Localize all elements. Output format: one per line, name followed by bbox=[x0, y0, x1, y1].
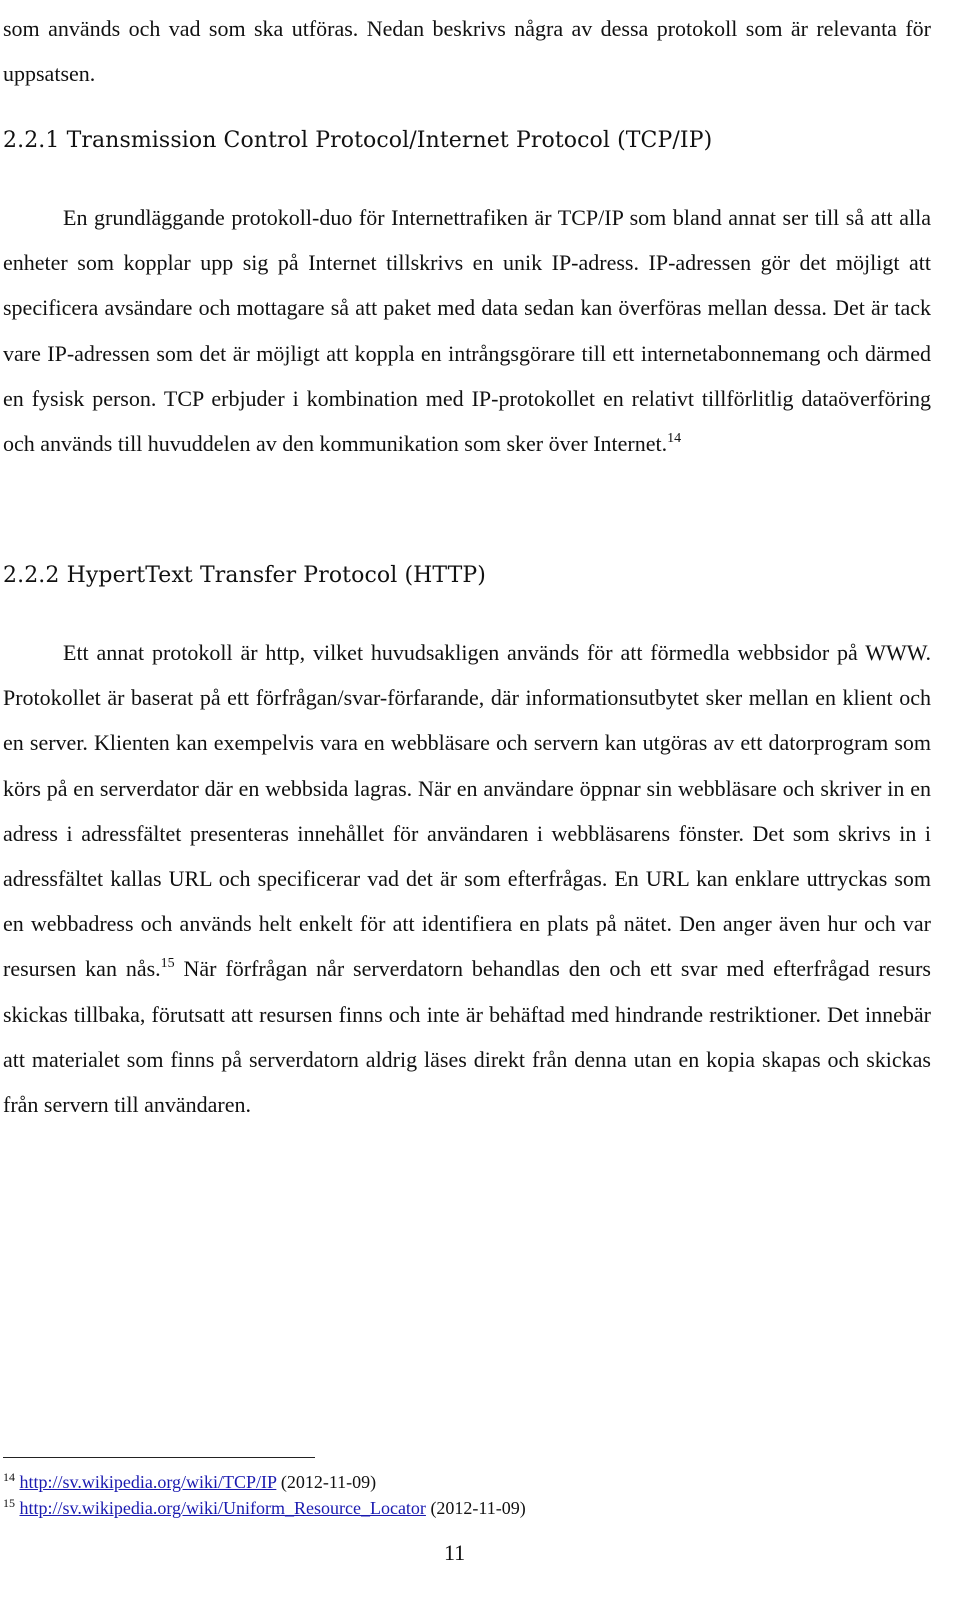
footnote-14 bbox=[3, 1472, 376, 1493]
footnote-date: (2012-11-09) bbox=[425, 1498, 526, 1518]
footnote-number: 15 bbox=[3, 1496, 15, 1510]
footnote-separator bbox=[3, 1457, 315, 1458]
footnote-15 bbox=[3, 1498, 526, 1519]
tcp-ip-text: En grundläggande protokoll-duo för Internettrafiken är TCP/IP som bland annat ser till så att alla enheter som kopplar upp sig på Internet tillskrivs en unik IP-adress. IP-adressen gör det möjligt att specificera avsändare och mottagare så att paket med data sedan kan överföras mellan dessa. Det är tack vare IP-adressen som det är möjligt att koppla en intrångsgörare till ett internetabonnemang och därmed en fysisk person. TCP erbjuder i kombination med IP-protokollet en relativt tillförlitlig dataöverföring och används till huvuddelen av den kommunikation som sker över Internet. bbox=[3, 205, 931, 457]
page-number: 11 bbox=[444, 1540, 466, 1565]
tcp-ip-paragraph bbox=[3, 195, 931, 466]
http-text-part1: Ett annat protokoll är http, vilket huvudsakligen används för att förmedla webbsidor på WWW. Protokollet är baserat på ett förfrågan/svar-förfarande, där informationsutbytet sker mellan en klient och en server. Klienten kan exempelvis vara en webbläsare och servern kan utgöras av ett datorprogram som körs på en serverdator där en webbsida lagras. När en användare öppnar sin webbläsare och skriver in en adress i adressfältet presenteras innehållet för användaren i webbläsarens fönster. Det som skrivs in i adressfältet kallas URL och specificerar vad det är som efterfrågas. En URL kan enklare uttryckas som en webbadress och används helt enkelt för att identifiera en plats på nätet. Den anger även hur och var resursen kan nås. bbox=[3, 640, 931, 982]
footnote-ref-14[interactable]: 14 bbox=[667, 431, 682, 447]
footnote-link[interactable]: http://sv.wikipedia.org/wiki/Uniform_Resource_Locator bbox=[19, 1498, 426, 1518]
footnote-link[interactable]: http://sv.wikipedia.org/wiki/TCP/IP bbox=[19, 1472, 277, 1492]
footnote-ref-15[interactable]: 15 bbox=[160, 956, 175, 972]
section-heading-tcp-ip: 2.2.1 Transmission Control Protocol/Internet Protocol (TCP/IP) bbox=[3, 128, 713, 153]
http-paragraph bbox=[3, 630, 931, 1127]
http-text-part2: När förfrågan når serverdatorn behandlas den och ett svar med efterfrågad resurs skickas tillbaka, förutsatt att resursen finns och inte är behäftad med hindrande restriktioner. Det innebär att materialet som finns på serverdatorn aldrig läses direkt från denna utan en kopia skapas och skickas från servern till användaren. bbox=[3, 956, 931, 1118]
section-heading-http: 2.2.2 HypertText Transfer Protocol (HTTP) bbox=[3, 563, 486, 588]
intro-paragraph: som används och vad som ska utföras. Nedan beskrivs några av dessa protokoll som är relevanta för uppsatsen. bbox=[3, 16, 931, 87]
footnote-date: (2012-11-09) bbox=[276, 1472, 377, 1492]
footnote-number: 14 bbox=[3, 1470, 15, 1484]
